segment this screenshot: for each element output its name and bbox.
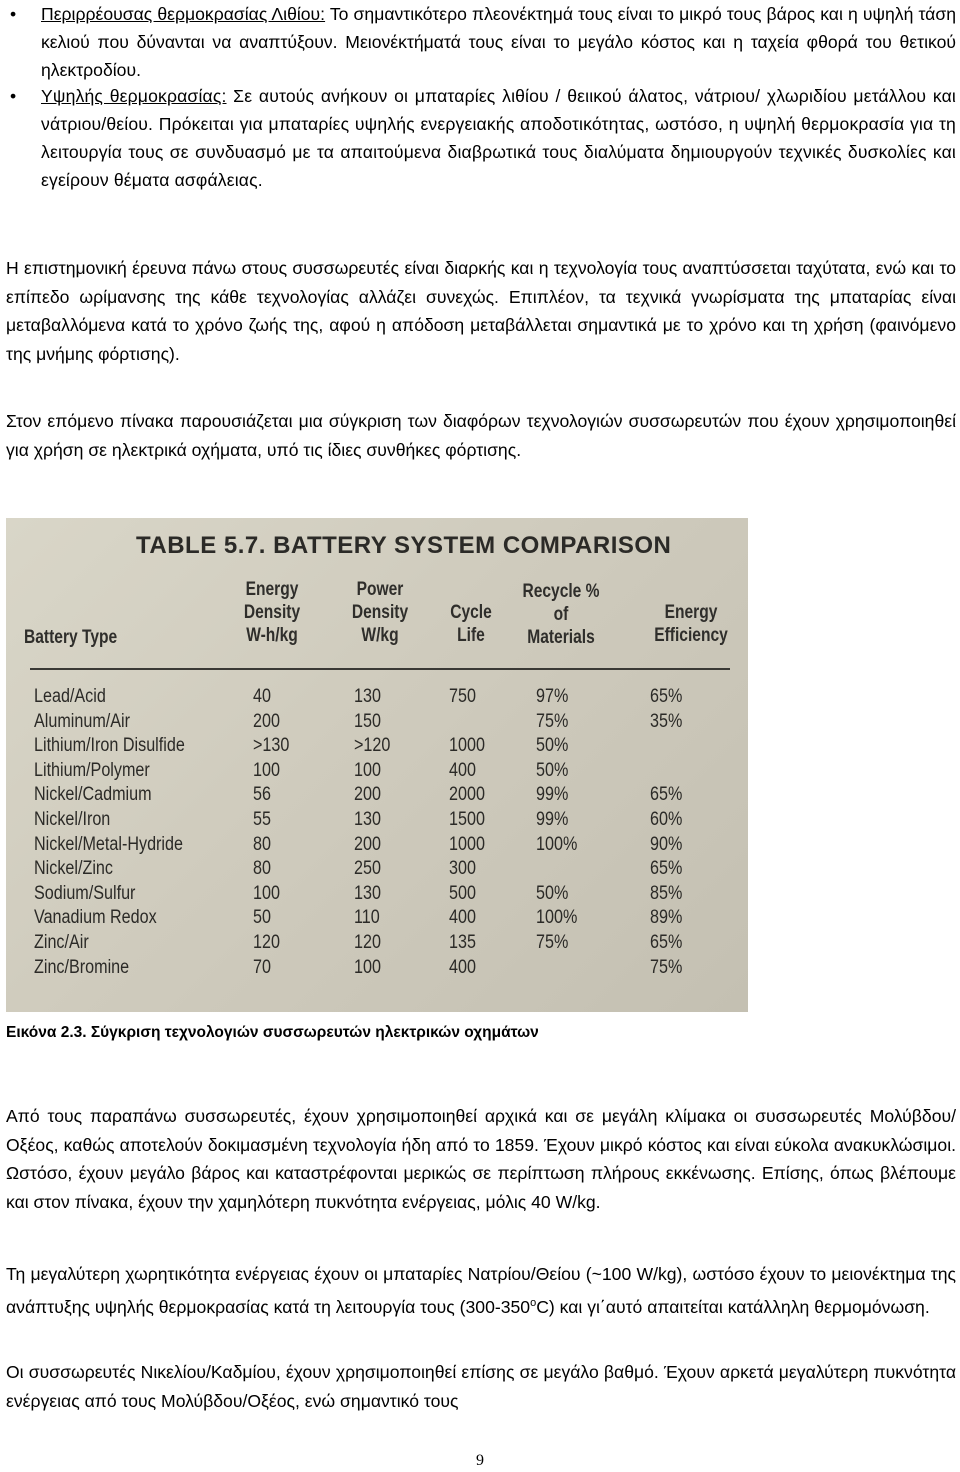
cell-power: >120 — [354, 735, 391, 757]
cell-type: Sodium/Sulfur — [34, 882, 136, 904]
bullet-high-temperature — [6, 82, 956, 194]
cell-cycle: 400 — [449, 956, 476, 978]
header-label: Power Density W/kg — [351, 579, 409, 646]
cell-type: Aluminum/Air — [34, 710, 131, 732]
table-row — [6, 883, 748, 907]
cell-type: Nickel/Metal-Hydride — [34, 833, 183, 855]
header-label: Energy Efficiency — [654, 602, 728, 646]
cell-energy: 55 — [253, 809, 271, 830]
cell-recycle: 100% — [536, 907, 578, 929]
bullet-text: Το σημαντικότερο πλεονέκτημά τους είναι το μικρό τους βάρος και η υψηλή τάση κελιού που δύνανται να αναπτύξουν. Μειονέκτήματά τους είναι το μεγάλο κόστος και η ταχεία φθορά του θετικού ηλεκτροδίου. — [41, 4, 956, 80]
cell-power: 100 — [354, 956, 381, 978]
cell-recycle: 75% — [536, 932, 569, 953]
header-battery-type — [24, 626, 131, 649]
cell-energy: 200 — [253, 710, 280, 732]
cell-cycle: 1000 — [449, 735, 485, 757]
table-row — [6, 760, 748, 784]
table-row — [6, 809, 748, 833]
cell-power: 100 — [354, 759, 381, 781]
cell-cycle: 400 — [449, 759, 476, 781]
cell-power: 200 — [354, 784, 381, 806]
cell-eff: 65% — [650, 932, 683, 953]
cell-recycle: 50% — [536, 882, 569, 904]
cell-type: Lithium/Polymer — [34, 759, 150, 781]
cell-type: Zinc/Bromine — [34, 956, 130, 978]
cell-energy: 50 — [253, 907, 271, 929]
bullet-text: Σε αυτούς ανήκουν οι μπαταρίες λιθίου / θειικού άλατος, νάτριου/ χλωριδίου μετάλλου και νάτριου/θείου. Πρόκειται για μπαταρίες υψηλής ενεργειακής αποδοτικότητας, ωστόσο, η υψηλή θερμοκρασία για τη λειτουργία τους σε συνδυασμό με τα απαιτούμενα διαβρωτικά τους διαλύματα δημιουργούν τεχνικές δυσκολίες και εγείρουν θέματα ασφάλειας. — [41, 86, 956, 190]
cell-energy: 80 — [253, 858, 271, 880]
cell-eff: 65% — [650, 686, 683, 707]
table-row — [6, 834, 748, 858]
cell-cycle: 500 — [449, 882, 476, 904]
cell-cycle: 1500 — [449, 809, 485, 830]
cell-cycle: 135 — [449, 932, 476, 953]
header-power-density — [347, 578, 413, 647]
cell-power: 130 — [354, 686, 381, 707]
cell-type: Zinc/Air — [34, 932, 89, 953]
cell-cycle: 300 — [449, 858, 476, 880]
header-energy-density — [239, 578, 305, 647]
table-row — [6, 686, 748, 710]
table-header-rule — [30, 668, 730, 670]
cell-cycle: 750 — [449, 686, 476, 707]
cell-energy: >130 — [253, 735, 290, 757]
cell-power: 150 — [354, 710, 381, 732]
cell-type: Lithium/Iron Disulfide — [34, 735, 185, 757]
cell-type: Nickel/Iron — [34, 809, 111, 830]
cell-energy: 100 — [253, 759, 280, 781]
cell-recycle: 99% — [536, 809, 569, 830]
paragraph-text: Τη μεγαλύτερη χωρητικότητα ενέργειας έχουν οι μπαταρίες Νατρίου/Θείου (~100 W/kg), ωστόσο έχουν το μειονέκτημα της ανάπτυξης υψηλής θερμοκρασίας κατά τη λειτουργία τους (300-350 — [6, 1264, 956, 1317]
cell-recycle: 100% — [536, 833, 578, 855]
cell-energy: 40 — [253, 686, 271, 707]
header-recycle — [520, 580, 602, 649]
cell-eff: 75% — [650, 956, 683, 978]
bullet-term: Υψηλής θερμοκρασίας: — [41, 86, 227, 106]
table-title: TABLE 5.7. BATTERY SYSTEM COMPARISON — [136, 532, 672, 559]
page-number: 9 — [476, 1452, 484, 1469]
cell-eff: 65% — [650, 784, 683, 806]
cell-recycle: 75% — [536, 710, 569, 732]
paragraph-text: C) και γι΄αυτό απαιτείται κατάλληλη θερμομόνωση. — [536, 1296, 930, 1317]
paragraph-research: Η επιστημονική έρευνα πάνω στους συσσωρευτές είναι διαρκής και η τεχνολογία τους αναπτύσσεται ταχύτατα, ενώ και το επίπεδο ωρίμανσης της κάθε τεχνολογίας αλλάζει συνεχώς. Επιπλέον, τα τεχνικά γνωρίσματα της μπαταρίας είναι μεταβαλλόμενα κατά το χρόνο ζωής της, αφού η απόδοση μεταβάλλεται σημαντικά με το χρόνο και τη χρήση (φαινόμενο της μνήμης φόρτισης). — [6, 258, 956, 364]
cell-type: Nickel/Zinc — [34, 858, 113, 880]
cell-eff: 60% — [650, 809, 683, 830]
degree-superscript: o — [530, 1296, 537, 1309]
figure-caption: Εικόνα 2.3. Σύγκριση τεχνολογιών συσσωρευτών ηλεκτρικών οχημάτων — [6, 1024, 539, 1041]
cell-type: Lead/Acid — [34, 686, 106, 707]
table-row — [6, 932, 748, 956]
cell-energy: 56 — [253, 784, 271, 806]
cell-cycle: 1000 — [449, 833, 485, 855]
cell-power: 200 — [354, 833, 381, 855]
cell-eff: 65% — [650, 858, 683, 880]
cell-energy: 80 — [253, 833, 271, 855]
table-row — [6, 858, 748, 882]
table-row — [6, 711, 748, 735]
cell-power: 120 — [354, 932, 381, 953]
cell-energy: 120 — [253, 932, 280, 953]
table-row — [6, 907, 748, 931]
header-cycle-life — [442, 601, 499, 647]
table-row — [6, 957, 748, 981]
cell-power: 130 — [354, 882, 381, 904]
bullet-term: Περιρρέουσας θερμοκρασίας Λιθίου: — [41, 4, 326, 24]
cell-cycle: 2000 — [449, 784, 485, 806]
cell-power: 250 — [354, 858, 381, 880]
header-energy-efficiency — [650, 601, 732, 647]
cell-energy: 70 — [253, 956, 271, 978]
cell-power: 110 — [354, 907, 380, 929]
paragraph-sodium-sulfur — [6, 1260, 956, 1321]
cell-recycle: 97% — [536, 686, 569, 707]
cell-energy: 100 — [253, 882, 280, 904]
cell-power: 130 — [354, 809, 381, 830]
cell-cycle: 400 — [449, 907, 476, 929]
cell-type: Nickel/Cadmium — [34, 784, 152, 806]
battery-comparison-table-photo — [6, 518, 748, 1012]
table-row — [6, 735, 748, 759]
cell-recycle: 99% — [536, 784, 569, 806]
table-row — [6, 784, 748, 808]
cell-eff: 35% — [650, 710, 683, 732]
paragraph-lead-acid: Από τους παραπάνω συσσωρευτές, έχουν χρησιμοποιηθεί αρχικά και σε μεγάλη κλίμακα οι συσσωρευτές Μολύβδου/Οξέος, καθώς αποτελούν δοκιμασμένη τεχνολογία ήδη από το 1859. Έχουν μικρό κόστος και είναι εύκολα ανακυκλώσιμοι. Ωστόσο, έχουν μεγάλο βάρος και καταστρέφονται μερικώς σε περίπτωση πλήρους εκκένωσης. Επίσης, όπως βλέπουμε και στον πίνακα, έχουν την χαμηλότερη πυκνότητα ενέργειας, μόλις 40 W/kg. — [6, 1106, 956, 1212]
cell-eff: 89% — [650, 907, 683, 929]
bullet-ambient-lithium — [6, 0, 956, 80]
cell-recycle: 50% — [536, 735, 569, 757]
paragraph-nickel-cadmium: Οι συσσωρευτές Νικελίου/Καδμίου, έχουν χρησιμοποιηθεί επίσης σε μεγάλο βαθμό. Έχουν αρκετά μεγαλύτερη πυκνότητα ενέργειας από τους Μολύβδου/Οξέος, ενώ σημαντικό τους — [6, 1362, 956, 1411]
cell-eff: 85% — [650, 882, 683, 904]
cell-eff: 90% — [650, 833, 683, 855]
header-label: Energy Density W-h/kg — [243, 579, 301, 646]
header-label: Recycle % of Materials — [522, 581, 600, 648]
bullet-list — [6, 0, 956, 194]
header-label: Cycle Life — [450, 602, 492, 646]
header-label: Battery Type — [24, 627, 118, 648]
paragraph-table-intro: Στον επόμενο πίνακα παρουσιάζεται μια σύγκριση των διαφόρων τεχνολογιών συσσωρευτών που έχουν χρησιμοποιηθεί για χρήση σε ηλεκτρικά οχήματα, υπό τις ίδιες συνθήκες φόρτισης. — [6, 411, 956, 460]
cell-type: Vanadium Redox — [34, 907, 157, 929]
cell-recycle: 50% — [536, 759, 569, 781]
